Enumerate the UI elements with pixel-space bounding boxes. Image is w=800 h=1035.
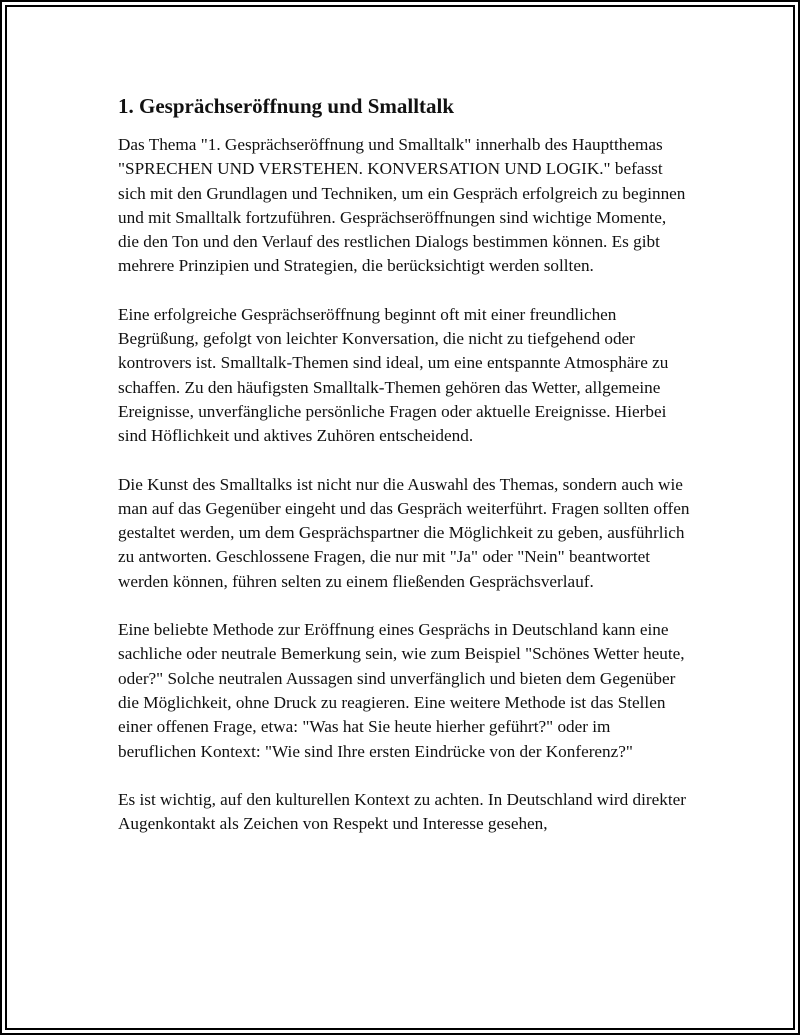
paragraph-2: Eine erfolgreiche Gesprächseröffnung beginnt oft mit einer freundlichen Begrüßung, gefolgt von leichter Konversation, die nicht zu tiefgehend oder kontrovers ist. Smalltalk-Themen sind ideal, um eine entspannte Atmosphäre zu schaffen. Zu den häufigsten Smalltalk-Themen gehören das Wetter, allgemeine Ereignisse, unverfängliche persönliche Fragen oder aktuelle Ereignisse. Hierbei sind Höflichkeit und aktives Zuhören entscheidend. bbox=[118, 304, 669, 446]
paragraph-3: Die Kunst des Smalltalks ist nicht nur die Auswahl des Themas, sondern auch wie man auf das Gegenüber eingeht und das Gespräch weiterführt. Fragen sollten offen gestaltet werden, um dem Gesprächspartner die Möglichkeit zu geben, ausführlich zu antworten. Geschlossene Fragen, die nur mit "Ja" oder "Nein" beantwortet werden können, führen selten zu einem fließenden Gesprächsverlauf. bbox=[118, 474, 690, 591]
document-body bbox=[118, 92, 690, 860]
paragraph-5: Es ist wichtig, auf den kulturellen Kontext zu achten. In Deutschland wird direkter Augenkontakt als Zeichen von Respekt und Interesse gesehen, bbox=[118, 789, 686, 834]
paragraph-4: Eine beliebte Methode zur Eröffnung eines Gesprächs in Deutschland kann eine sachliche oder neutrale Bemerkung sein, wie zum Beispiel "Schönes Wetter heute, oder?" Solche neutralen Aussagen sind unverfänglich und bieten dem Gegenüber die Möglichkeit, ohne Druck zu reagieren. Eine weitere Methode ist das Stellen einer offenen Frage, etwa: "Was hat Sie heute hierher geführt?" oder im beruflichen Kontext: "Wie sind Ihre ersten Eindrücke von der Konferenz?" bbox=[118, 620, 685, 761]
section-heading: 1. Gesprächseröffnung und Smalltalk bbox=[118, 94, 455, 118]
paragraph-1: Das Thema "1. Gesprächseröffnung und Smalltalk" innerhalb des Hauptthemas "SPRECHEN UND VERSTEHEN. KONVERSATION UND LOGIK." befasst sich mit den Grundlagen und Techniken, um ein Gespräch erfolgreich zu beginnen und mit Smalltalk fortzuführen. Gesprächseröffnungen sind wichtige Momente, die den Ton und den Verlauf des restlichen Dialogs bestimmen können. Es gibt mehrere Prinzipien und Strategien, die berücksichtigt werden sollten. bbox=[118, 135, 686, 276]
